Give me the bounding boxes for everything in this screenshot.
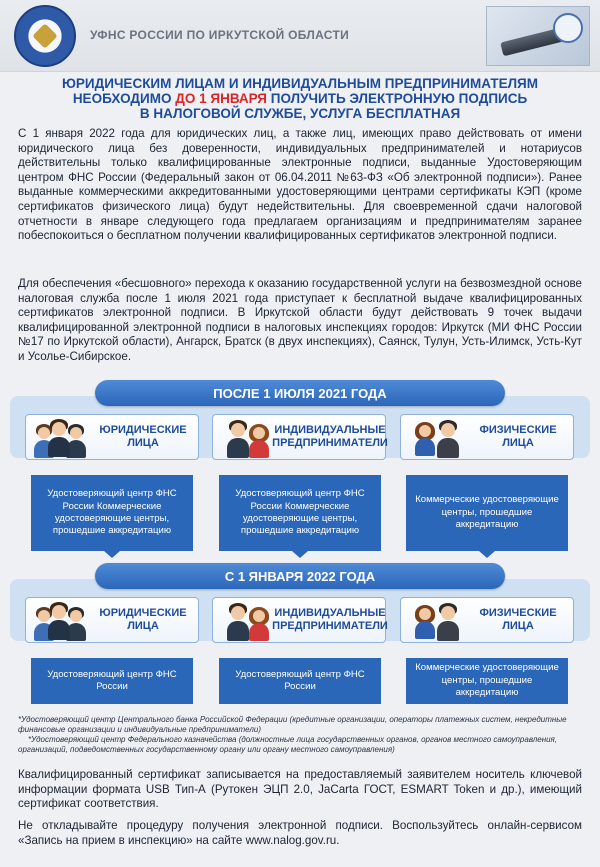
info-box-individuals-2022: Коммерческие удостоверяющие центры, прошедшие аккредитацию — [406, 658, 568, 704]
category-legal-entities — [25, 414, 199, 460]
category-label: ЮРИДИЧЕСКИЕ ЛИЦА — [99, 607, 187, 632]
main-title-deadline: ДО 1 ЯНВАРЯ — [175, 91, 268, 106]
footnote-treasury: *Удостоверяющий центр Федерального казначейства (должностные лица государственных органов, органов местного самоуправления, организаций, подведомственных государственному органу или органу местного самоуправления) — [18, 735, 558, 754]
arrow-down-icon — [479, 551, 495, 558]
people-pair-icon — [219, 418, 279, 458]
arrow-down-icon — [104, 551, 120, 558]
arrow-down-icon — [292, 551, 308, 558]
category-label: ЮРИДИЧЕСКИЕ ЛИЦА — [99, 424, 187, 449]
category-label: ИНДИВИДУАЛЬНЫЕ ПРЕДПРИНИМАТЕЛИ — [272, 424, 388, 449]
category-label: ФИЗИЧЕСКИЕ ЛИЦА — [479, 607, 557, 632]
category-label: ФИЗИЧЕСКИЕ ЛИЦА — [479, 424, 557, 449]
fns-emblem-icon — [14, 5, 76, 67]
footnote-central-bank: *Удостоверяющий центр Центрального банка Российской Федерации (кредитные организации, операторы платежных систем, некредитные финансовые организации и индивидуальные предприниматели) — [18, 715, 567, 734]
paragraph-transition: Для обеспечения «бесшовного» перехода к оказанию государственной услуги на безвозмездной основе налоговая служба после 1 июля 2021 года приступает к бесплатной выдаче квалифицированных сертификатов электронной подписи. В Иркутской области будут действовать 9 точек выдачи квалифицированной электронной подписи в налоговых инспекциях городов: Иркутск (МИ ФНС России №17 по Иркутской области), Ангарск, Братск (в двух инспекциях), Саянск, Тулун, Усть-Илимск, Усть-Кут и Усолье-Сибирское. — [18, 277, 582, 363]
section-title-july-2021: ПОСЛЕ 1 ИЮЛЯ 2021 ГОДА — [95, 380, 505, 406]
usb-token-icon — [486, 6, 590, 66]
people-pair-icon — [407, 418, 467, 458]
info-box-individuals-2021: Коммерческие удостоверяющие центры, прошедшие аккредитацию — [406, 475, 568, 551]
people-group-icon — [32, 418, 92, 458]
main-title-line2 — [20, 91, 580, 106]
main-title-line1: ЮРИДИЧЕСКИМ ЛИЦАМ И ИНДИВИДУАЛЬНЫМ ПРЕДПРИНИМАТЕЛЯМ — [62, 76, 538, 91]
category-legal-entities — [25, 597, 199, 643]
header — [0, 0, 600, 72]
info-box-legal-2021: Удостоверяющий центр ФНС России Коммерческие удостоверяющие центры, прошедшие аккредитацию — [31, 475, 193, 551]
category-individuals — [400, 597, 574, 643]
header-title: УФНС РОССИИ ПО ИРКУТСКОЙ ОБЛАСТИ — [90, 28, 350, 42]
people-pair-icon — [407, 601, 467, 641]
category-entrepreneurs — [212, 414, 386, 460]
main-title — [20, 76, 580, 121]
main-title-line3: В НАЛОГОВОЙ СЛУЖБЕ, УСЛУГА БЕСПЛАТНАЯ — [139, 106, 461, 121]
info-box-entrepreneurs-2022: Удостоверяющий центр ФНС России — [219, 658, 381, 704]
footnotes — [18, 715, 584, 755]
paragraph-call-to-action: Не откладывайте процедуру получения электронной подписи. Воспользуйтесь онлайн-сервисом «Запись на прием в инспекцию» на сайте www.nalog.gov.ru. — [18, 819, 582, 847]
section-title-january-2022: С 1 ЯНВАРЯ 2022 ГОДА — [95, 563, 505, 589]
info-box-legal-2022: Удостоверяющий центр ФНС России — [31, 658, 193, 704]
paragraph-usb-media: Квалифицированный сертификат записывается на предоставляемый заявителем носитель ключевой информации формата USB Тип-А (Рутокен ЭЦП 2.0, JaCarta ГОСТ, ESMART Token и др.), имеющий сертификат соответствия. — [18, 768, 582, 811]
people-pair-icon — [219, 601, 279, 641]
paragraph-intro: С 1 января 2022 года для юридических лиц, а также лиц, имеющих право действовать от имени юридического лица без доверенности, индивидуальных предпринимателей и нотариусов действительны только квалифицированные электронные подписи, выданные Удостоверяющим центром ФНС России (Федеральный закон от 06.04.2011 №63-ФЗ «Об электронной подписи»). Ранее выданные коммерческими аккредитованными удостоверяющими центрами сертификаты КЭП (кроме сертификатов физического лица) будут недействительны. Для своевременной сдачи налоговой отчетности в январе следующего года предлагаем организациям и предпринимателям заранее побеспокоиться о бесплатном получении квалифицированных сертификатов электронной подписи. — [18, 127, 582, 243]
seal-icon — [553, 13, 583, 43]
main-title-line2-after: ПОЛУЧИТЬ ЭЛЕКТРОННУЮ ПОДПИСЬ — [267, 91, 528, 106]
main-title-line2-before: НЕОБХОДИМО — [72, 91, 176, 106]
category-entrepreneurs — [212, 597, 386, 643]
info-box-entrepreneurs-2021: Удостоверяющий центр ФНС России Коммерческие удостоверяющие центры, прошедшие аккредитацию — [219, 475, 381, 551]
category-label: ИНДИВИДУАЛЬНЫЕ ПРЕДПРИНИМАТЕЛИ — [272, 607, 388, 632]
people-group-icon — [32, 601, 92, 641]
category-individuals — [400, 414, 574, 460]
